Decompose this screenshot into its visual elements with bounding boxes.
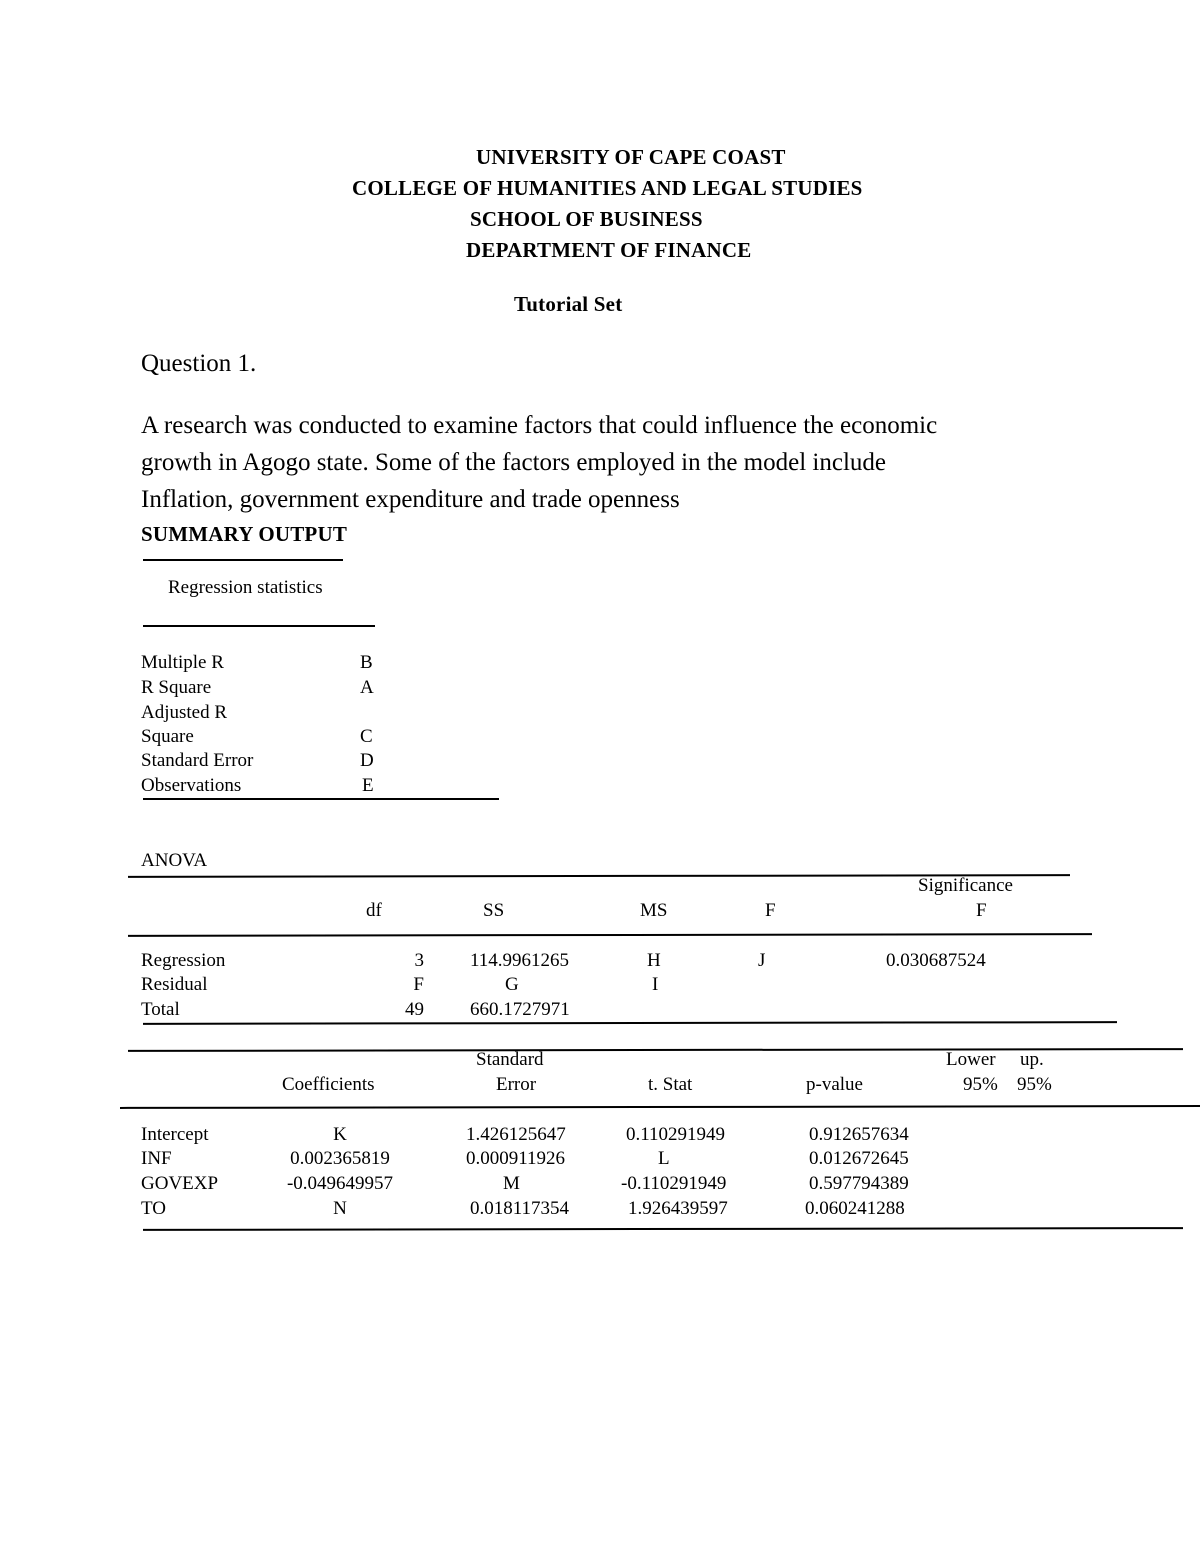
regression-statistics-heading: Regression statistics: [168, 577, 323, 598]
coef-row-std-error: 0.000911926: [466, 1148, 566, 1169]
anova-rule-header: [128, 933, 1092, 937]
stat-label: R Square: [141, 677, 212, 698]
regression-statistics-rule-bottom: [143, 798, 499, 800]
question-line-3: Inflation, government expenditure and trade openness: [141, 486, 680, 513]
coef-row-label: TO: [141, 1198, 166, 1219]
coef-row-label: GOVEXP: [141, 1173, 219, 1194]
anova-row-significance: 0.030687524: [886, 950, 986, 971]
anova-row-df: 49: [405, 999, 424, 1020]
coef-row-std-error: 1.426125647: [466, 1124, 566, 1145]
coef-header-tstat: t. Stat: [648, 1074, 693, 1095]
anova-row-label: Regression: [141, 950, 226, 971]
question-line-1: A research was conducted to examine factors that could influence the economic: [141, 412, 938, 439]
coef-header-upper: up.: [1020, 1049, 1044, 1070]
coef-header-lower-95: 95%: [963, 1074, 998, 1095]
coef-row-std-error: 0.018117354: [470, 1198, 570, 1219]
coef-header-coefficients: Coefficients: [282, 1074, 375, 1095]
coef-row-pvalue: 0.060241288: [805, 1198, 905, 1219]
question-line-2: growth in Agogo state. Some of the factors employed in the model include: [141, 449, 886, 476]
coef-row-coefficient: 0.002365819: [290, 1148, 390, 1169]
department-title: DEPARTMENT OF FINANCE: [466, 238, 752, 262]
stat-value: C: [360, 726, 373, 747]
anova-row-ms: H: [647, 950, 661, 971]
anova-row-df: F: [413, 974, 424, 995]
coef-row-tstat: 1.926439597: [628, 1198, 728, 1219]
anova-row-label: Total: [141, 999, 180, 1020]
coef-row-coefficient: K: [333, 1124, 347, 1145]
regression-statistics-rule: [143, 625, 375, 627]
anova-header-df: df: [366, 900, 382, 921]
coef-row-tstat: 0.110291949: [626, 1124, 726, 1145]
anova-header-ms: MS: [640, 900, 668, 921]
coef-row-std-error: M: [503, 1173, 520, 1194]
stat-value: A: [360, 677, 374, 698]
coef-rule-bottom: [143, 1227, 1183, 1231]
coef-row-coefficient: N: [333, 1198, 347, 1219]
university-title: UNIVERSITY OF CAPE COAST: [476, 145, 786, 169]
anova-rule-bottom: [143, 1021, 1117, 1025]
coef-header-standard: Standard: [476, 1049, 544, 1070]
anova-row-ss: 660.1727971: [470, 999, 570, 1020]
anova-header-significance-f: F: [976, 900, 987, 921]
coef-header-upper-95: 95%: [1017, 1074, 1052, 1095]
question-title: Question 1.: [141, 350, 257, 377]
coef-row-tstat: -0.110291949: [621, 1173, 727, 1194]
stat-value: D: [360, 750, 374, 771]
coef-row-pvalue: 0.597794389: [809, 1173, 909, 1194]
coef-row-label: INF: [141, 1148, 172, 1169]
stat-label: Square: [141, 726, 194, 747]
anova-header-significance: Significance: [918, 875, 1013, 896]
college-title: COLLEGE OF HUMANITIES AND LEGAL STUDIES: [352, 176, 863, 200]
coef-row-pvalue: 0.012672645: [809, 1148, 909, 1169]
anova-row-ms: I: [652, 974, 659, 995]
anova-title: ANOVA: [141, 850, 208, 871]
anova-row-label: Residual: [141, 974, 208, 995]
anova-row-f: J: [758, 950, 766, 971]
stat-label: Multiple R: [141, 652, 224, 673]
stat-value: B: [360, 652, 373, 673]
school-title: SCHOOL OF BUSINESS: [470, 207, 703, 231]
anova-row-df: 3: [414, 950, 424, 971]
tutorial-title: Tutorial Set: [514, 292, 623, 316]
anova-header-f: F: [765, 900, 776, 921]
coef-header-error: Error: [496, 1074, 537, 1095]
stat-label: Observations: [141, 775, 242, 796]
stat-label: Standard Error: [141, 750, 254, 771]
anova-row-ss: G: [505, 974, 519, 995]
stat-label: Adjusted R: [141, 702, 228, 723]
anova-row-ss: 114.9961265: [470, 950, 570, 971]
anova-header-ss: SS: [483, 900, 505, 921]
coef-rule-header: [120, 1105, 1200, 1109]
stat-value: E: [362, 775, 374, 796]
summary-output-title: SUMMARY OUTPUT: [141, 522, 348, 546]
coef-header-lower: Lower: [946, 1049, 996, 1070]
coef-header-pvalue: p-value: [806, 1074, 863, 1095]
summary-rule-top: [143, 559, 343, 561]
coef-row-tstat: L: [658, 1148, 670, 1169]
coef-row-coefficient: -0.049649957: [286, 1173, 394, 1194]
coef-row-pvalue: 0.912657634: [809, 1124, 909, 1145]
coef-row-label: Intercept: [141, 1124, 209, 1145]
